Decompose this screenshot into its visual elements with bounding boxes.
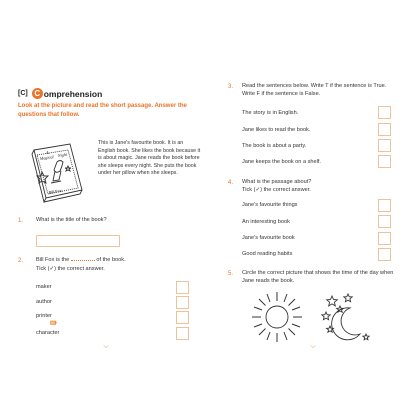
question-5-text: Circle the correct picture that shows the time of the day when Jane reads the book. [242, 270, 394, 284]
chevron-down-icon [310, 345, 316, 348]
q2-tick-box[interactable] [176, 281, 189, 294]
svg-text:Bill Fox: Bill Fox [48, 187, 63, 195]
q2-tick-box[interactable] [176, 311, 189, 324]
question-1-text: What is the title of the book? [36, 217, 107, 223]
q3-answer-box[interactable] [378, 139, 391, 152]
q4-tick-box[interactable] [378, 199, 391, 212]
sun-icon[interactable] [250, 290, 304, 344]
q2-option-label: character [36, 330, 60, 336]
question-2-blank [71, 260, 95, 261]
question-4-number: 4. [228, 180, 234, 186]
question-2-instruction: Tick (✓) the correct answer. [36, 266, 105, 272]
q3-answer-box[interactable] [378, 106, 391, 119]
q3-statement: The story is in English. [242, 110, 299, 116]
question-4-text: What is the passage about? [242, 179, 312, 185]
question-3-number: 3. [228, 84, 234, 90]
svg-text:Night: Night [57, 151, 68, 158]
q3-statement: Jane keeps the book on a shelf. [242, 159, 321, 165]
q4-option-label: Jane's favourite book [242, 235, 295, 241]
q2-tick-box[interactable] [176, 327, 189, 340]
question-2-text: Bill Fox is the of the book. [36, 257, 126, 263]
section-header [18, 88, 102, 99]
question-1-answer-box[interactable] [36, 235, 120, 247]
moon-stars-icon[interactable] [318, 290, 376, 344]
q2-option-label: author [36, 299, 52, 305]
q3-statement: The book is about a party. [242, 143, 307, 149]
q4-option-label: Good reading habits [242, 251, 293, 257]
q2-option-label: printer [36, 313, 52, 319]
q2-option-label: maker [36, 284, 52, 290]
question-5-number: 5. [228, 271, 234, 277]
q4-tick-box[interactable] [378, 232, 391, 245]
question-3-text: Read the sentences below. Write T if the sentence is True. Write F if the sentence is False. [242, 83, 387, 97]
q2-tick-box[interactable] [176, 296, 189, 309]
question-2-number: 2. [18, 258, 24, 264]
q3-answer-box[interactable] [378, 123, 391, 136]
svg-text:Magical: Magical [39, 154, 54, 161]
question-1-number: 1. [18, 218, 24, 224]
question-4-instruction: Tick (✓) the correct answer. [242, 187, 311, 193]
section-label: [C] [18, 90, 28, 97]
section-initial-badge: C [32, 88, 43, 99]
section-title: omprehension [43, 88, 103, 99]
q4-tick-box[interactable] [378, 215, 391, 228]
pencil-icon [50, 320, 57, 326]
q4-option-label: An interesting book [242, 219, 290, 225]
q3-answer-box[interactable] [378, 155, 391, 168]
q4-tick-box[interactable] [378, 248, 391, 261]
q4-option-label: Jane's favourite things [242, 202, 298, 208]
svg-text:A: A [46, 150, 49, 155]
passage-text: This is Jane's favourite book. It is an English book. She likes the book because it is about magic. Jane reads the book before she sleeps every night. She puts the book under her pillow when she sleeps. [98, 140, 201, 177]
q3-statement: Jane likes to read the book. [242, 127, 311, 133]
chevron-down-icon [103, 345, 109, 348]
book-icon [24, 138, 92, 208]
instruction-text: Look at the picture and read the short passage. Answer the questions that follow. [18, 103, 187, 118]
